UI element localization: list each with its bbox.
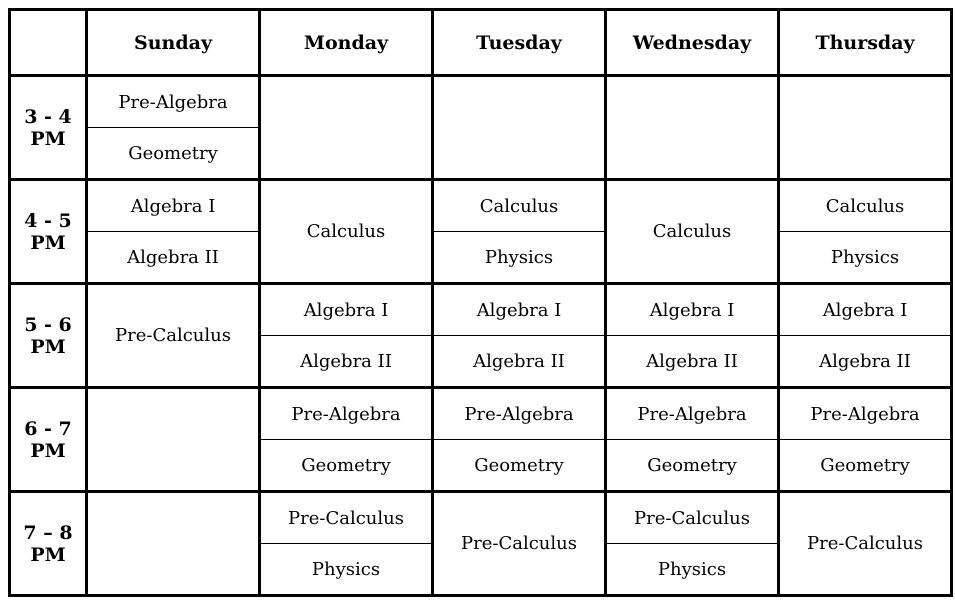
table-row <box>10 76 952 128</box>
wednesday-7-8-bottom: Physics <box>606 544 779 596</box>
tuesday-6-7-bottom: Geometry <box>433 440 606 492</box>
table-row <box>10 284 952 336</box>
day-header-monday: Monday <box>260 10 433 76</box>
time-period: PM <box>30 439 66 462</box>
monday-4-5: Calculus <box>260 180 433 284</box>
tuesday-4-5-top: Calculus <box>433 180 606 232</box>
thursday-5-6-bottom: Algebra II <box>779 336 952 388</box>
thursday-7-8: Pre-Calculus <box>779 492 952 596</box>
time-range: 7 – 8 <box>23 521 73 544</box>
table-row <box>10 388 952 440</box>
thursday-6-7-top: Pre-Algebra <box>779 388 952 440</box>
day-header-sunday: Sunday <box>87 10 260 76</box>
time-range: 5 - 6 <box>24 313 72 336</box>
time-range: 6 - 7 <box>24 417 72 440</box>
monday-7-8-bottom: Physics <box>260 544 433 596</box>
tuesday-4-5-bottom: Physics <box>433 232 606 284</box>
monday-7-8-top: Pre-Calculus <box>260 492 433 544</box>
day-header-thursday: Thursday <box>779 10 952 76</box>
time-period: PM <box>30 231 66 254</box>
monday-5-6-top: Algebra I <box>260 284 433 336</box>
monday-5-6-bottom: Algebra II <box>260 336 433 388</box>
time-label-6-7 <box>10 388 87 492</box>
thursday-5-6-top: Algebra I <box>779 284 952 336</box>
wednesday-6-7-bottom: Geometry <box>606 440 779 492</box>
day-header-tuesday: Tuesday <box>433 10 606 76</box>
thursday-6-7-bottom: Geometry <box>779 440 952 492</box>
thursday-4-5-bottom: Physics <box>779 232 952 284</box>
sunday-3-4-bottom: Geometry <box>87 128 260 180</box>
sunday-4-5-top: Algebra I <box>87 180 260 232</box>
corner-cell <box>10 10 87 76</box>
time-label-7-8 <box>10 492 87 596</box>
monday-3-4 <box>260 76 433 180</box>
table-row <box>10 492 952 544</box>
time-label-5-6 <box>10 284 87 388</box>
thursday-4-5-top: Calculus <box>779 180 952 232</box>
sunday-3-4-top: Pre-Algebra <box>87 76 260 128</box>
table-row <box>10 180 952 232</box>
day-header-wednesday: Wednesday <box>606 10 779 76</box>
wednesday-6-7-top: Pre-Algebra <box>606 388 779 440</box>
sunday-7-8 <box>87 492 260 596</box>
time-period: PM <box>30 335 66 358</box>
tuesday-3-4 <box>433 76 606 180</box>
time-range: 4 - 5 <box>24 209 72 232</box>
time-label-4-5 <box>10 180 87 284</box>
wednesday-3-4 <box>606 76 779 180</box>
thursday-3-4 <box>779 76 952 180</box>
monday-6-7-bottom: Geometry <box>260 440 433 492</box>
header-row <box>10 10 952 76</box>
tuesday-7-8: Pre-Calculus <box>433 492 606 596</box>
sunday-6-7 <box>87 388 260 492</box>
tuesday-5-6-bottom: Algebra II <box>433 336 606 388</box>
sunday-5-6: Pre-Calculus <box>87 284 260 388</box>
monday-6-7-top: Pre-Algebra <box>260 388 433 440</box>
time-period: PM <box>30 127 66 150</box>
tuesday-6-7-top: Pre-Algebra <box>433 388 606 440</box>
wednesday-5-6-top: Algebra I <box>606 284 779 336</box>
wednesday-4-5: Calculus <box>606 180 779 284</box>
wednesday-5-6-bottom: Algebra II <box>606 336 779 388</box>
sunday-4-5-bottom: Algebra II <box>87 232 260 284</box>
time-label-3-4 <box>10 76 87 180</box>
table-row <box>10 232 952 284</box>
time-range: 3 - 4 <box>24 105 72 128</box>
time-period: PM <box>30 543 66 566</box>
tuesday-5-6-top: Algebra I <box>433 284 606 336</box>
wednesday-7-8-top: Pre-Calculus <box>606 492 779 544</box>
schedule-table <box>8 8 953 597</box>
